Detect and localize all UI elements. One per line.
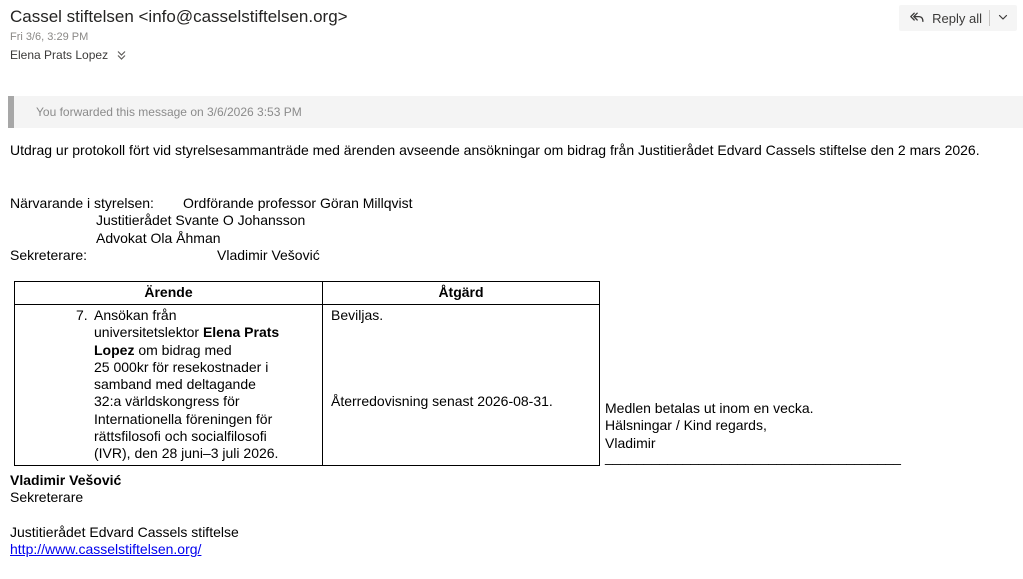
atgard-cell [323, 305, 600, 466]
column-header-arende: Ärende [15, 282, 323, 305]
expand-recipients-icon[interactable] [116, 50, 127, 61]
signature-role: Sekreterare [10, 489, 84, 506]
reporting-deadline-text: Återredovisning senast 2026-08-31. [331, 393, 553, 410]
reply-all-icon [909, 9, 925, 28]
forwarded-notice-text: You forwarded this message on 3/6/2026 3:53 PM [36, 105, 302, 119]
regards-line: Hälsningar / Kind regards, [605, 417, 767, 434]
attendee-chair: Ordförande professor Göran Millqvist [183, 195, 413, 211]
recipient-row[interactable] [10, 48, 127, 62]
sender-address: Cassel stiftelsen <info@casselstiftelsen.org> [10, 7, 348, 26]
message-timestamp: Fri 3/6, 3:29 PM [10, 31, 89, 43]
attendees-line [10, 212, 610, 229]
signature-spacer [10, 507, 239, 524]
application-description: Ansökan från universitetslektor Elena Prats Lopez om bidrag med 25 000kr för resekostnader i samband med deltagande 32:a världskongress för Internationella föreningen för rättsfilosofi och socialfilosofi (IVR), den 28 juni–3 juli 2026. [94, 307, 280, 462]
secretary-label: Sekreterare: [10, 246, 88, 263]
payout-line: Medlen betalas ut inom en vecka. [605, 400, 814, 416]
signature-organization: Justitierådet Edvard Cassels stiftelse [10, 523, 239, 540]
recipient-name: Elena Prats Lopez [10, 48, 109, 62]
reply-options-chevron-icon[interactable] [997, 11, 1009, 26]
organization-link[interactable]: http://www.casselstiftelsen.org/ [10, 541, 202, 558]
decision-text: Beviljas. [331, 307, 384, 323]
attendees-line [10, 230, 610, 247]
payout-note [605, 400, 814, 452]
forwarded-notice-banner [8, 96, 1023, 128]
signature-block [10, 472, 239, 558]
attendees-line [10, 247, 610, 264]
reply-all-label: Reply all [932, 10, 982, 26]
table-row [15, 305, 600, 466]
reply-all-button[interactable] [899, 5, 1017, 31]
decision-table [14, 281, 600, 466]
regards-name: Vladimir [605, 434, 656, 451]
item-number: 7. [76, 307, 88, 323]
signature-divider: ______________________________________ [605, 449, 901, 465]
secretary-name: Vladimir Vešović [217, 246, 320, 263]
attendee-member: Advokat Ola Åhman [96, 229, 221, 246]
signature-name: Vladimir Vešović [10, 472, 122, 488]
arende-cell [15, 305, 323, 466]
attendees-line [10, 195, 610, 212]
table-header-row [15, 282, 600, 305]
protocol-intro-paragraph: Utdrag ur protokoll fört vid styrelsesammanträde med ärenden avseende ansökningar om bidrag från Justitierådet Edvard Cassels stiftelse den 2 mars 2026. [10, 142, 980, 158]
attendees-block [10, 195, 610, 264]
attendees-label: Närvarande i styrelsen: [10, 195, 154, 211]
column-header-atgard: Åtgärd [323, 282, 600, 305]
attendee-member: Justitierådet Svante O Johansson [96, 212, 306, 229]
button-divider [989, 10, 990, 26]
